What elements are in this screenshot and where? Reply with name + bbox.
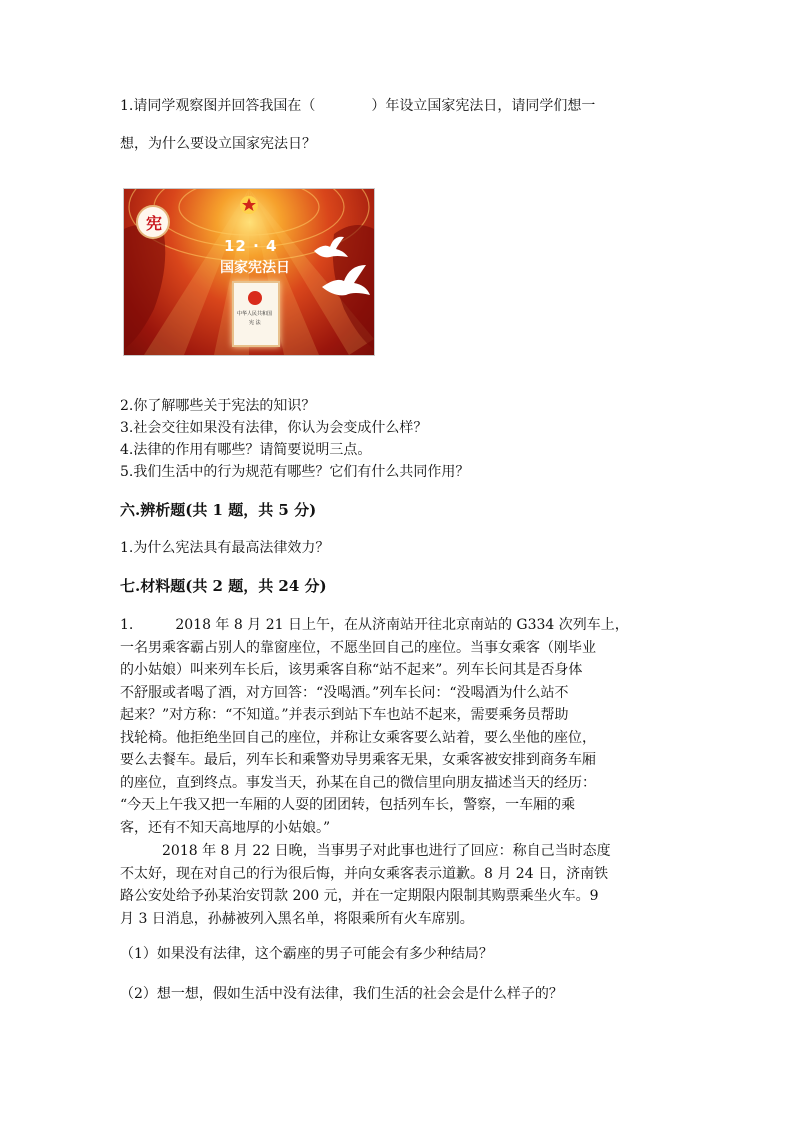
dove-icon	[310, 233, 350, 263]
question-3: 3.社会交往如果没有法律，你认为会变成什么样？	[120, 420, 428, 436]
paragraph-line: 客，还有不知天高地厚的小姑娘。”	[120, 819, 331, 836]
question-5: 5.我们生活中的行为规范有哪些？它们有什么共同作用？	[120, 464, 470, 480]
question-4: 4.法律的作用有哪些？请简要说明三点。	[120, 442, 372, 458]
poster-title: 国家宪法日	[220, 260, 290, 276]
national-emblem-icon	[248, 291, 262, 305]
paragraph-line: 2018 年 8 月 22 日晚，当事男子对此事也进行了回应：称自己当时态度	[120, 843, 611, 859]
paragraph-line: 1. 2018 年 8 月 21 日上午，在从济南站开往北京南站的 G334 次列车上，	[120, 617, 629, 633]
question-1-line-1: 1.请同学观察图并回答我国在（ ）年设立国家宪法日，请同学们想一	[120, 98, 596, 114]
constitution-day-poster	[123, 188, 375, 356]
book-title: 中华人民共和国	[237, 311, 273, 317]
section-7-heading: 七.材料题(共 2 题，共 24 分)	[120, 577, 327, 595]
section-6-question-1: 1.为什么宪法具有最高法律效力？	[120, 540, 330, 556]
material-paragraph-2	[120, 840, 666, 930]
sub-question-1: （1）如果没有法律，这个霸座的男子可能会有多少种结局？	[120, 946, 493, 962]
paragraph-line: 不舒服或者喝了酒，对方回答：“没喝酒。”列车长问：“没喝酒为什么站不	[120, 684, 569, 701]
paragraph-line: 一名男乘客霸占别人的靠窗座位，不愿坐回自己的座位。当事女乘客（刚毕业	[120, 639, 596, 656]
material-paragraph-1	[120, 614, 666, 839]
paragraph-line: 路公安处给予孙某治安罚款 200 元，并在一定期限内限制其购票乘坐火车。9	[120, 888, 599, 904]
paragraph-line: 起来？”对方称：“不知道。”并表示到站下车也站不起来，需要乘务员帮助	[120, 707, 569, 723]
paragraph-line: 不太好，现在对自己的行为很后悔，并向女乘客表示道歉。8 月 24 日，济南铁	[120, 865, 609, 882]
paragraph-line: 找轮椅。他拒绝坐回自己的座位，并称让女乘客要么站着，要么坐他的座位，	[120, 729, 596, 746]
constitution-book-icon	[232, 281, 280, 347]
logo-icon: 宪	[136, 205, 170, 239]
section-6-heading: 六.辨析题(共 1 题，共 5 分)	[120, 501, 317, 519]
dove-icon	[320, 263, 372, 303]
paragraph-line: “今天上午我又把一车厢的人耍的团团转，包括列车长，警察，一车厢的乘	[120, 797, 576, 813]
paragraph-line: 的小姑娘）叫来列车长后，该男乘客自称“站不起来”。列车长问其是否身体	[120, 662, 583, 678]
book-subtitle: 宪 法	[249, 320, 261, 326]
paragraph-line: 月 3 日消息，孙赫被列入黑名单，将限乘所有火车席别。	[120, 910, 474, 927]
paragraph-line: 的座位，直到终点。事发当天，孙某在自己的微信里向朋友描述当天的经历：	[120, 774, 596, 791]
poster-date: 12 · 4	[224, 237, 278, 255]
question-2: 2.你了解哪些关于宪法的知识？	[120, 398, 316, 414]
sub-question-2: （2）想一想，假如生活中没有法律，我们生活的社会会是什么样子的？	[120, 986, 563, 1002]
question-1-line-2: 想，为什么要设立国家宪法日？	[120, 136, 316, 152]
star-emblem-icon	[239, 195, 259, 215]
paragraph-line: 要么去餐车。最后，列车长和乘警劝导男乘客无果，女乘客被安排到商务车厢	[120, 752, 596, 768]
